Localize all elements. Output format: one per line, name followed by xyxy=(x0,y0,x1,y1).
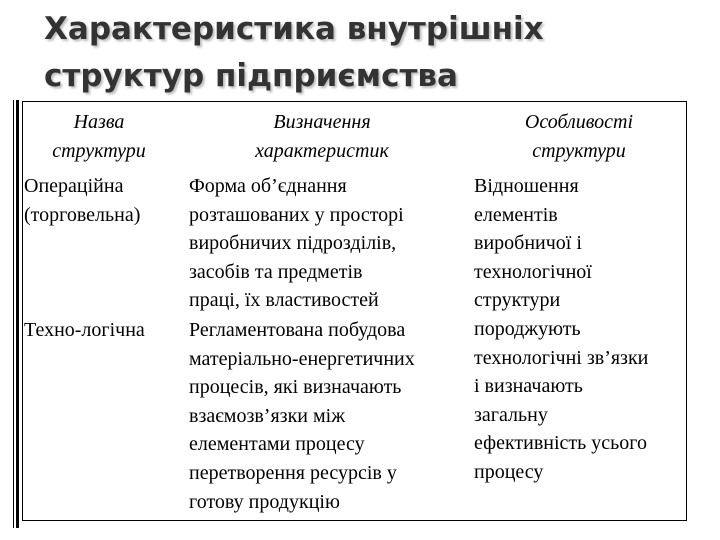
row-operational-name: Операційна (торговельна) xyxy=(24,175,141,226)
row-technological-name: Техно-логічна xyxy=(24,319,145,341)
header-characteristics-definition: Визначення характеристик xyxy=(255,111,389,162)
title-line-1: Характеристика внутрішніх xyxy=(44,11,544,47)
structures-table xyxy=(22,101,687,521)
row-technological-definition: Регламентована побудова матеріально-енергетичних процесів, які визначають взаємозв’язки між елементами процесу перетворення ресурсів у готову продукцію xyxy=(189,319,415,513)
row-operational-definition: Форма об’єднання розташованих у просторі виробничих підрозділів, засобів та предметів праці, їх властивостей xyxy=(189,175,404,312)
header-structure-features: Особливості структури xyxy=(524,111,634,162)
header-structure-name: Назва структури xyxy=(52,111,146,162)
title-line-2: структур підприємства xyxy=(44,58,458,94)
left-rule-thick xyxy=(16,100,19,528)
left-rule-thin xyxy=(13,100,14,528)
slide-title xyxy=(44,6,704,100)
features-cell: Відношення елементів виробничої і технологічної структури породжують технологічні зв’язки і визначають загальну ефективність усього процесу xyxy=(474,175,649,483)
